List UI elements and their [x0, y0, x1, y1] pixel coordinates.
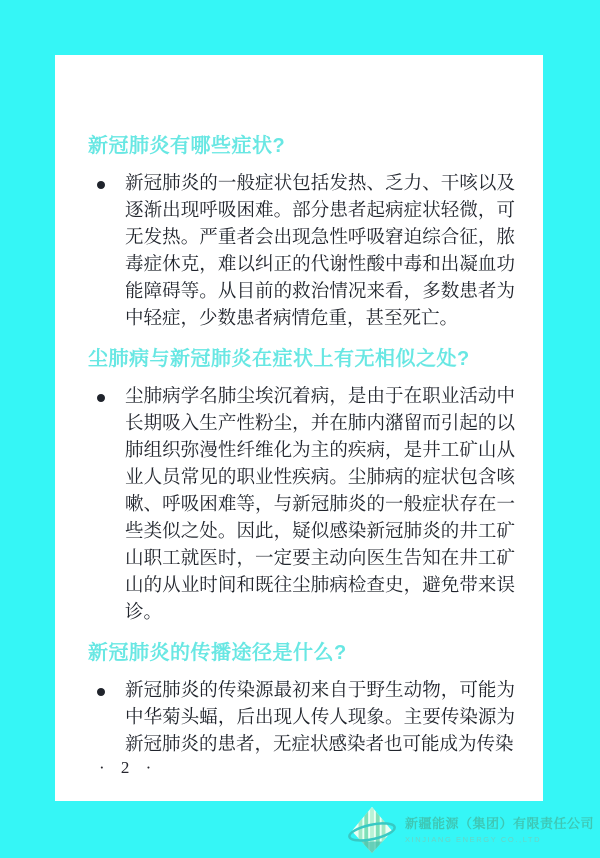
xinjiang-energy-logo-icon — [346, 805, 398, 855]
page-number: · 2 · — [99, 758, 152, 777]
list-item — [88, 678, 513, 759]
company-name-en: XINJIANG ENERGY CO.,LTD — [404, 835, 542, 844]
bullet-text: 新冠肺炎的一般症状包括发热、乏力、干咳以及逐渐出现呼吸困难。部分患者起病症状轻微，可无发热。严重者会出现急性呼吸窘迫综合征，脓毒症休克，难以纠正的代谢性酸中毒和出凝血功能障碍等。从目前的救治情况来看，多数患者为中轻症，少数患者病情危重，甚至死亡。 — [125, 174, 515, 329]
company-watermark — [346, 805, 594, 855]
bullet-text: 新冠肺炎的传染源最初来自于野生动物，可能为中华菊头蝠，后出现人传人现象。主要传染源为新冠肺炎的患者，无症状感染者也可能成为传染 — [125, 681, 515, 755]
bullet-list — [88, 678, 513, 759]
section-transmission — [88, 640, 513, 759]
page-content — [55, 55, 543, 759]
bullet-list — [88, 384, 513, 627]
bullet-text: 尘肺病学名肺尘埃沉着病，是由于在职业活动中长期吸入生产性粉尘，并在肺内潴留而引起的以肺组织弥漫性纤维化为主的疾病，是井工矿山从业人员常见的职业性疾病。尘肺病的症状包含咳嗽、呼吸困难等，与新冠肺炎的一般症状存在一些类似之处。因此，疑似感染新冠肺炎的井工矿山职工就医时，一定要主动向医生告知在井工矿山的从业时间和既往尘肺病检查史，避免带来误诊。 — [125, 387, 515, 623]
section-heading: 新冠肺炎有哪些症状? — [88, 135, 286, 157]
section-heading: 尘肺病与新冠肺炎在症状上有无相似之处? — [88, 348, 470, 370]
bullet-icon — [97, 181, 105, 189]
company-name: 新疆能源（集团）有限责任公司 — [404, 816, 594, 831]
bullet-list — [88, 171, 513, 333]
booklet-page — [55, 55, 543, 801]
section-pneumoconiosis-similarity — [88, 346, 513, 627]
list-item — [88, 384, 513, 627]
bullet-icon — [97, 394, 105, 402]
section-heading: 新冠肺炎的传播途径是什么? — [88, 642, 347, 664]
bullet-icon — [97, 688, 105, 696]
section-symptoms — [88, 133, 513, 333]
list-item — [88, 171, 513, 333]
company-watermark-text — [405, 816, 594, 844]
